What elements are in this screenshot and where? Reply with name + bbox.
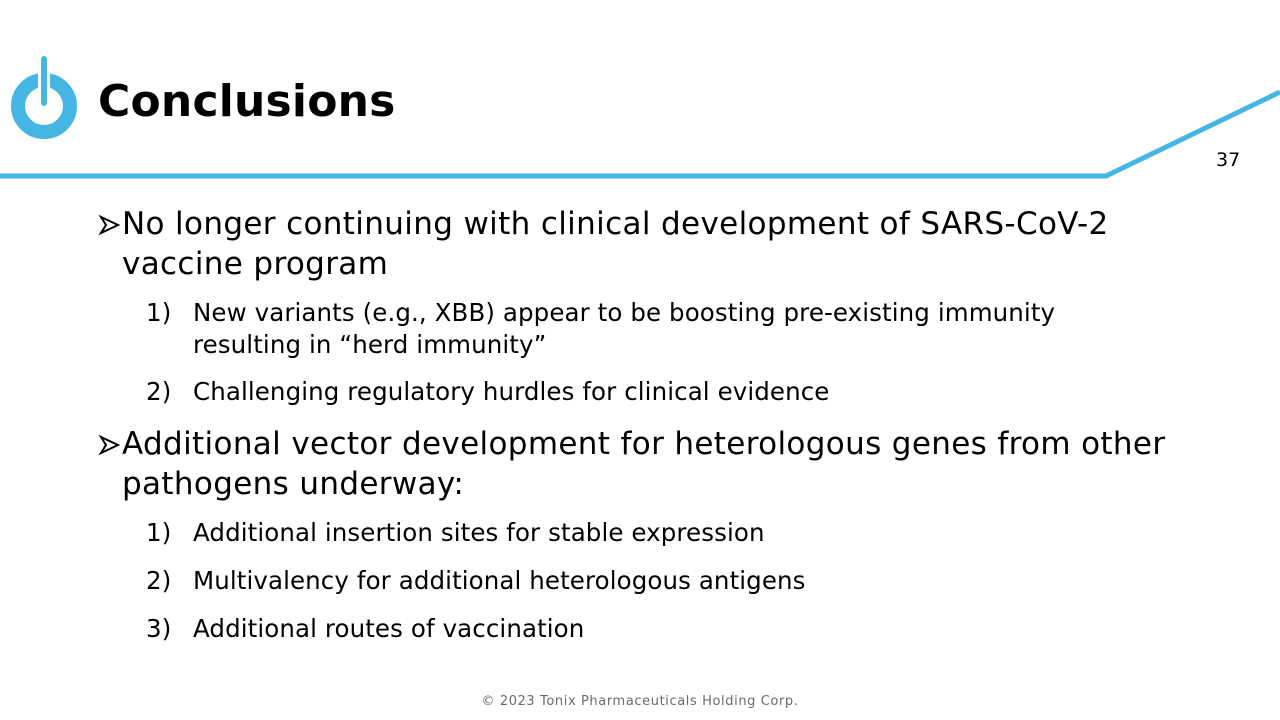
- item-text: Additional routes of vaccination: [193, 614, 585, 643]
- item-text: New variants (e.g., XBB) appear to be boosting pre-existing immunity resulting in “herd immunity”: [193, 298, 1056, 359]
- numbered-item: [146, 517, 1146, 549]
- item-number: 2): [146, 377, 172, 406]
- bullet-item: [98, 204, 1208, 284]
- item-number: 2): [146, 566, 172, 595]
- slide-title: Conclusions: [98, 76, 396, 127]
- item-text: Challenging regulatory hurdles for clinical evidence: [193, 377, 830, 406]
- numbered-item: [146, 297, 1146, 361]
- numbered-item: [146, 565, 1146, 597]
- copyright-footer: © 2023 Tonix Pharmaceuticals Holding Corp.: [481, 694, 799, 709]
- page-number: 37: [1216, 149, 1241, 171]
- bullet-item: [98, 424, 1208, 504]
- item-number: 1): [146, 518, 172, 547]
- numbered-item: [146, 376, 1146, 408]
- bullet-text: No longer continuing with clinical development of SARS-CoV-2 vaccine program: [122, 206, 1109, 282]
- arrow-bullet-icon: [98, 434, 122, 456]
- item-number: 1): [146, 298, 172, 327]
- numbered-item: [146, 613, 1146, 645]
- arrow-bullet-icon: [98, 214, 122, 236]
- item-text: Additional insertion sites for stable expression: [193, 518, 765, 547]
- bullet-text: Additional vector development for heterologous genes from other pathogens underway:: [122, 426, 1166, 502]
- power-button-icon: [8, 54, 80, 142]
- item-text: Multivalency for additional heterologous antigens: [193, 566, 806, 595]
- item-number: 3): [146, 614, 172, 643]
